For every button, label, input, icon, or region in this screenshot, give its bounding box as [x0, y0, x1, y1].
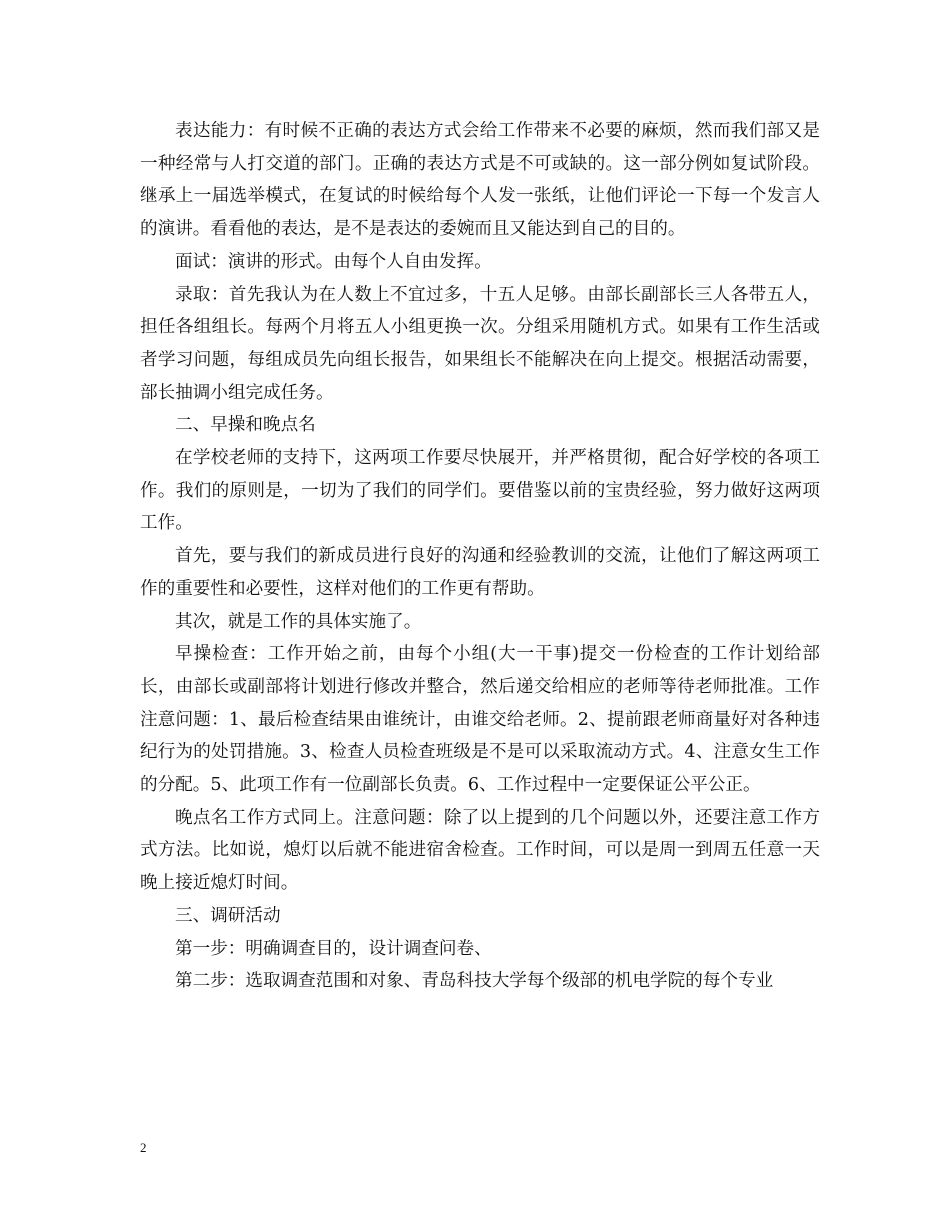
- paragraph-morning-check: 早操检查：工作开始之前，由每个小组(大一干事)提交一份检查的工作计划给部长，由部长或副部将计划进行修改并整合，然后递交给相应的老师等待老师批准。工作注意问题：1、最后检查结果由谁统计，由谁交给老师。2、提前跟老师商量好对各种违纪行为的处罚措施。3、检查人员检查班级是不是可以采取流动方式。4、注意女生工作的分配。5、此项工作有一位副部长负责。6、工作过程中一定要保证公平公正。: [140, 644, 820, 796]
- paragraph-step-one: 第一步：明确调查目的，设计调查问卷、: [175, 938, 492, 959]
- page-number: 2: [140, 1140, 147, 1155]
- document-body: [140, 115, 820, 998]
- paragraph-school-support: 在学校老师的支持下，这两项工作要尽快展开，并严格贯彻，配合好学校的各项工作。我们的原则是，一切为了我们的同学们。要借鉴以前的宝贵经验，努力做好这两项工作。: [140, 448, 820, 534]
- section-heading-morning-exercise: 二、早操和晚点名: [175, 415, 316, 436]
- paragraph-first: 首先，要与我们的新成员进行良好的沟通和经验教训的交流，让他们了解这两项工作的重要性和必要性，这样对他们的工作更有帮助。: [140, 546, 820, 599]
- paragraph-step-two: 第二步：选取调查范围和对象、青岛科技大学每个级部的机电学院的每个专业: [175, 971, 774, 992]
- paragraph-admission: 录取：首先我认为在人数上不宜过多，十五人足够。由部长副部长三人各带五人，担任各组组长。每两个月将五人小组更换一次。分组采用随机方式。如果有工作生活或者学习问题，每组成员先向组长报告，如果组长不能解决在向上提交。根据活动需要，部长抽调小组完成任务。: [140, 284, 820, 403]
- paragraph-second: 其次，就是工作的具体实施了。: [175, 611, 422, 632]
- paragraph-expression-ability: 表达能力：有时候不正确的表达方式会给工作带来不必要的麻烦，然而我们部又是一种经常与人打交道的部门。正确的表达方式是不可或缺的。这一部分例如复试阶段。继承上一届选举模式，在复试的时候给每个人发一张纸，让他们评论一下每一个发言人的演讲。看看他的表达，是不是表达的委婉而且又能达到自己的目的。: [140, 121, 820, 240]
- paragraph-interview: 面试：演讲的形式。由每个人自由发挥。: [175, 251, 492, 272]
- section-heading-research: 三、调研活动: [175, 905, 281, 926]
- paragraph-evening-roll-call: 晚点名工作方式同上。注意问题：除了以上提到的几个问题以外，还要注意工作方式方法。比如说，熄灯以后就不能进宿舍检查。工作时间，可以是周一到周五任意一天晚上接近熄灯时间。: [140, 807, 820, 894]
